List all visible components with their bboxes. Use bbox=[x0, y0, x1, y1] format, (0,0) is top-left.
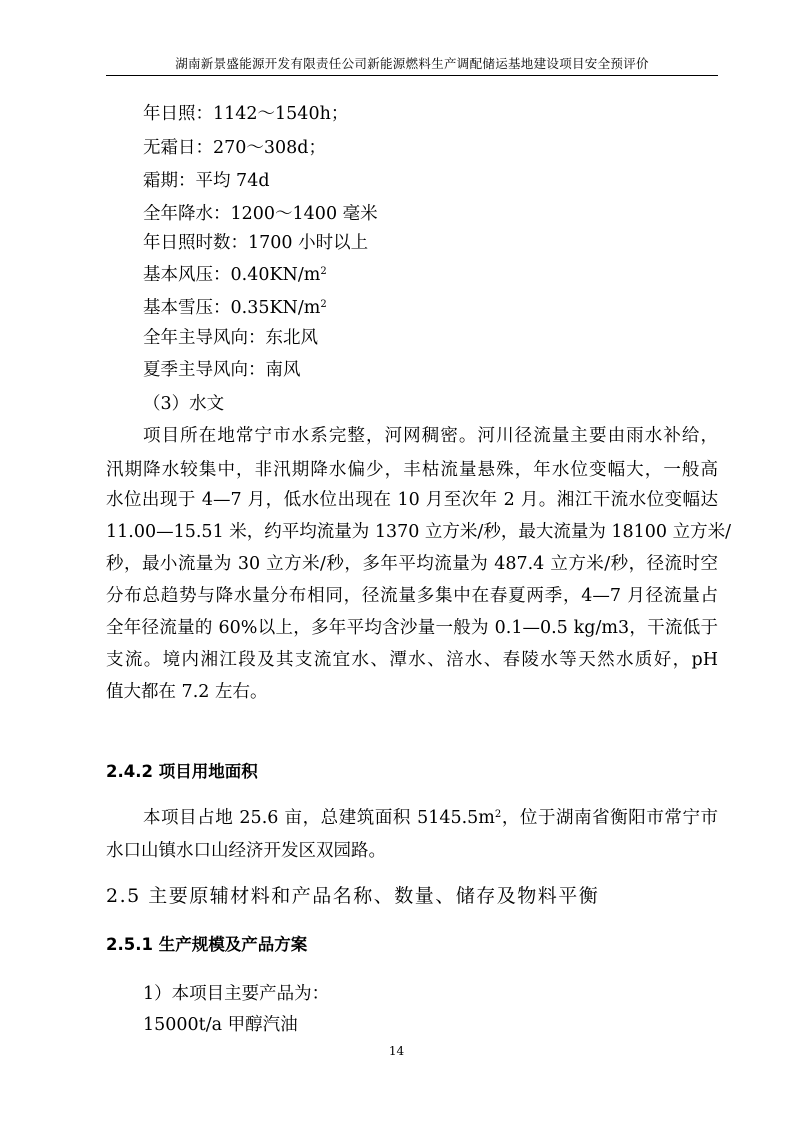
annual-wind-direction: 全年主导风向：东北风 bbox=[143, 328, 318, 348]
snow-pressure: 基本雪压：$0.35KN/m^2$ bbox=[143, 298, 327, 318]
climate-precipitation: 全年降水：1200～1400 毫米 bbox=[143, 204, 378, 224]
climate-frost-free: 无霜日：270～308d； bbox=[143, 138, 327, 158]
hydrology-line: 秒，最小流量为 30 立方米/秒，多年平均流量为 487.4 立方米/秒，径流时空 bbox=[106, 554, 718, 574]
wind-pressure: 基本风压：$0.40KN/m^2$ bbox=[143, 265, 327, 285]
land-area-line-2: 水口山镇水口山经济开发区双园路。 bbox=[106, 841, 386, 861]
climate-frost-period: 霜期：平均 74d bbox=[143, 171, 270, 191]
product-intro: 1）本项目主要产品为： bbox=[143, 984, 330, 1004]
hydrology-line: 分布总趋势与降水量分布相同，径流量多集中在春夏两季，4—7 月径流量占 bbox=[106, 586, 718, 606]
hydrology-line: 11.00—15.51 米，约平均流量为 1370 立方米/秒，最大流量为 18100 立方米/ bbox=[106, 522, 732, 542]
land-area-line: 本项目占地 25.6 亩，总建筑面积 $5145.5m^2$，位于湖南省衡阳市常宁市 bbox=[143, 808, 719, 828]
climate-sunshine-hours: 年日照时数：1700 小时以上 bbox=[143, 233, 369, 253]
hydrology-heading: （3）水文 bbox=[143, 394, 225, 414]
summer-wind-direction: 夏季主导风向：南风 bbox=[143, 360, 301, 380]
hydrology-line: 水位出现于 4—7 月，低水位出现在 10 月至次年 2 月。湘江干流水位变幅达 bbox=[106, 490, 718, 510]
hydrology-line: 全年径流量的 60%以上，多年平均含沙量一般为 0.1—0.5 kg/m3，干流低于 bbox=[106, 618, 718, 638]
hydrology-line: 项目所在地常宁市水系完整，河网稠密。河川径流量主要由雨水补给， bbox=[143, 426, 718, 446]
hydrology-line: 汛期降水较集中，非汛期降水偏少，丰枯流量悬殊，年水位变幅大，一般高 bbox=[106, 460, 718, 480]
hydrology-line-last: 值大都在 7.2 左右。 bbox=[106, 682, 268, 702]
climate-sunshine: 年日照：1142～1540h； bbox=[143, 104, 349, 124]
page-number: 14 bbox=[388, 1044, 405, 1058]
hydrology-line: 支流。境内湘江段及其支流宜水、潭水、涪水、春陵水等天然水质好，pH bbox=[106, 650, 718, 670]
header-rule bbox=[106, 75, 718, 76]
section-2-5-heading: 2.5 主要原辅材料和产品名称、数量、储存及物料平衡 bbox=[106, 885, 600, 907]
running-header: 湖南新景盛能源开发有限责任公司新能源燃料生产调配储运基地建设项目安全预评价 bbox=[175, 56, 649, 71]
section-2-4-2-heading: 2.4.2 项目用地面积 bbox=[106, 762, 258, 781]
product-methanol-gasoline: 15000t/a 甲醇汽油 bbox=[143, 1015, 298, 1035]
section-2-5-1-heading: 2.5.1 生产规模及产品方案 bbox=[106, 935, 308, 954]
